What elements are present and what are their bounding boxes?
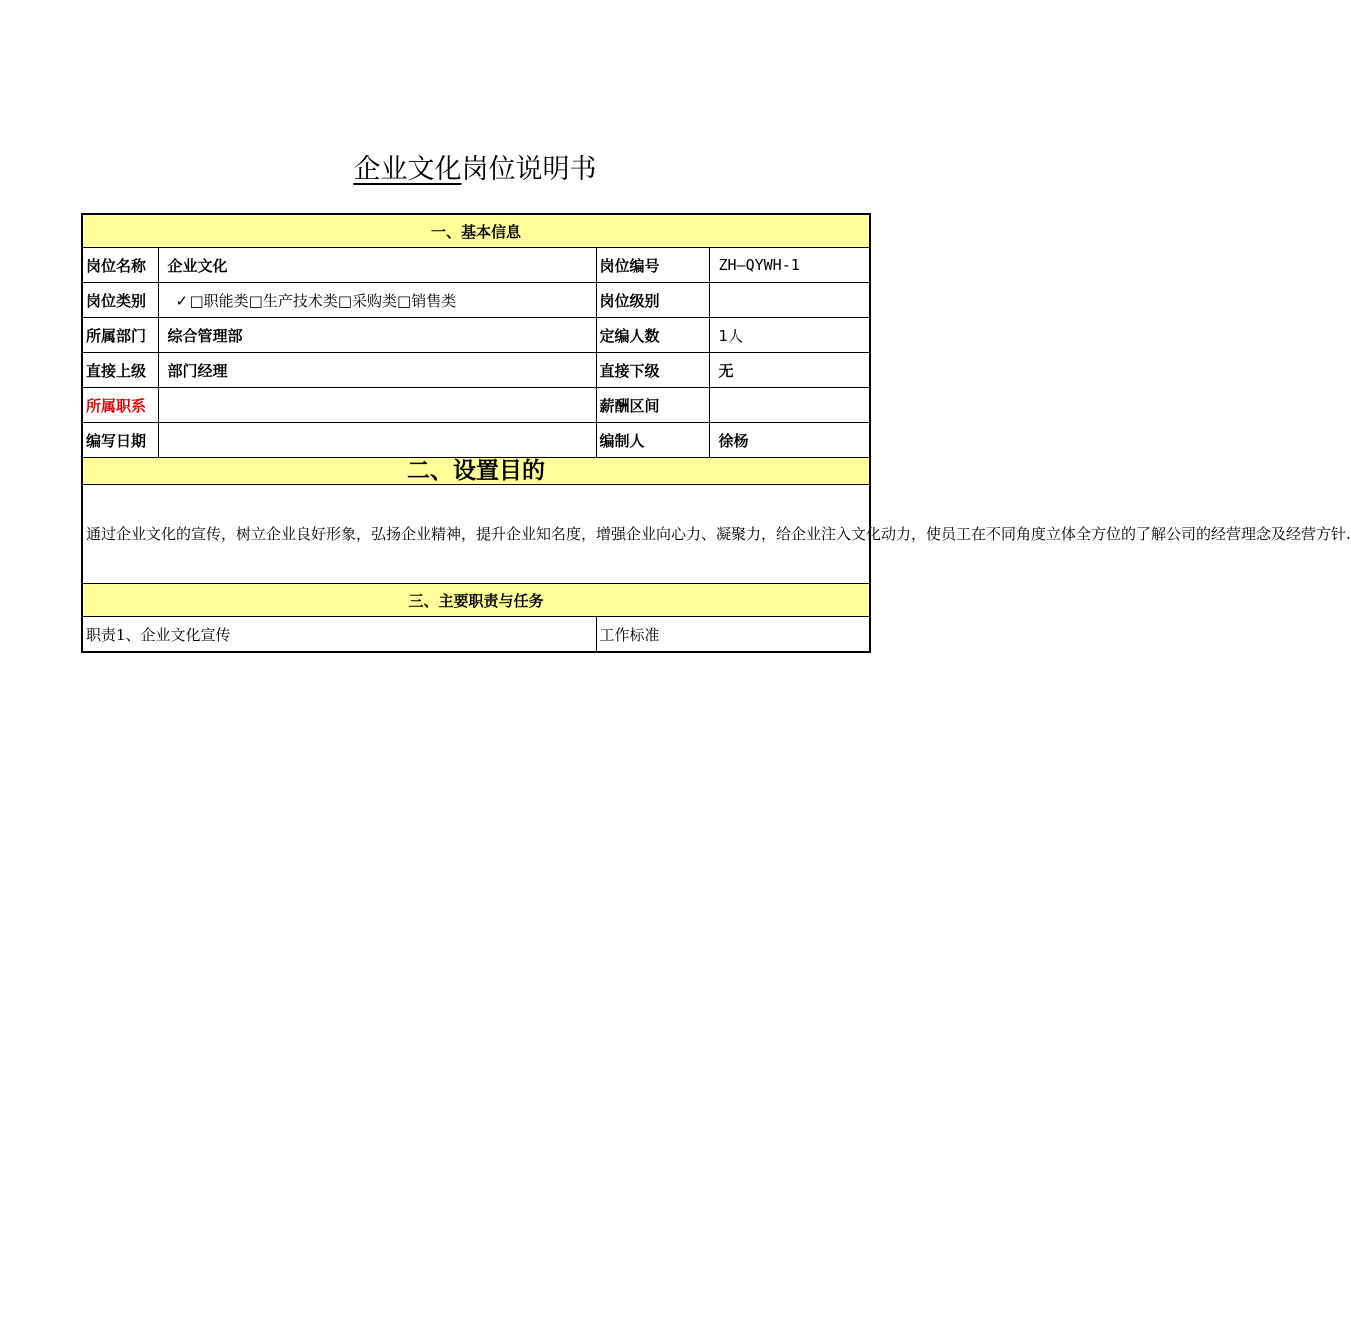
row-duty-1 xyxy=(82,617,870,653)
position-name-value: 企业文化 xyxy=(158,248,596,283)
author-label: 编制人 xyxy=(596,423,709,458)
author-value: 徐杨 xyxy=(709,423,870,458)
row-family xyxy=(82,388,870,423)
row-superior xyxy=(82,353,870,388)
section-purpose xyxy=(82,458,870,485)
section-duties-title: 三、主要职责与任务 xyxy=(82,584,870,617)
section-duties xyxy=(82,584,870,617)
headcount-label: 定编人数 xyxy=(596,318,709,353)
family-label: 所属职系 xyxy=(82,388,158,423)
salary-value xyxy=(709,388,870,423)
subordinate-label: 直接下级 xyxy=(596,353,709,388)
section-basic-info-title: 一、基本信息 xyxy=(82,214,870,248)
subordinate-value: 无 xyxy=(709,353,870,388)
superior-label: 直接上级 xyxy=(82,353,158,388)
level-label: 岗位级别 xyxy=(596,283,709,318)
category-options: □职能类□生产技术类□采购类□销售类 xyxy=(189,291,457,310)
date-value xyxy=(158,423,596,458)
title-rest: 岗位说明书 xyxy=(461,154,597,185)
department-value: 综合管理部 xyxy=(158,318,596,353)
level-value xyxy=(709,283,870,318)
category-label: 岗位类别 xyxy=(82,283,158,318)
duty-1-text: 职责1、企业文化宣传 xyxy=(82,617,596,653)
page-title xyxy=(0,150,950,190)
job-description-table xyxy=(81,213,1351,653)
position-name-label: 岗位名称 xyxy=(82,248,158,283)
purpose-text: 通过企业文化的宣传，树立企业良好形象，弘扬企业精神，提升企业知名度，增强企业向心力、凝聚力，给企业注入文化动力，使员工在不同角度立体全方位的了解公司的经营理念及经营方针. xyxy=(82,485,870,584)
row-purpose-text xyxy=(82,485,870,584)
title-underlined: 企业文化 xyxy=(353,154,462,185)
date-label: 编写日期 xyxy=(82,423,158,458)
row-date xyxy=(82,423,870,458)
department-label: 所属部门 xyxy=(82,318,158,353)
salary-label: 薪酬区间 xyxy=(596,388,709,423)
superior-value: 部门经理 xyxy=(158,353,596,388)
category-value xyxy=(158,283,596,318)
section-basic-info xyxy=(82,214,870,248)
family-value xyxy=(158,388,596,423)
position-code-value: ZH—QYWH-1 xyxy=(709,248,870,283)
headcount-value: 1人 xyxy=(709,318,870,353)
position-code-label: 岗位编号 xyxy=(596,248,709,283)
check-mark-icon: ✓ xyxy=(175,291,189,310)
section-purpose-title: 二、设置目的 xyxy=(82,458,870,485)
row-department xyxy=(82,318,870,353)
row-category xyxy=(82,283,870,318)
row-position-name xyxy=(82,248,870,283)
work-standard-label: 工作标准 xyxy=(596,617,870,653)
